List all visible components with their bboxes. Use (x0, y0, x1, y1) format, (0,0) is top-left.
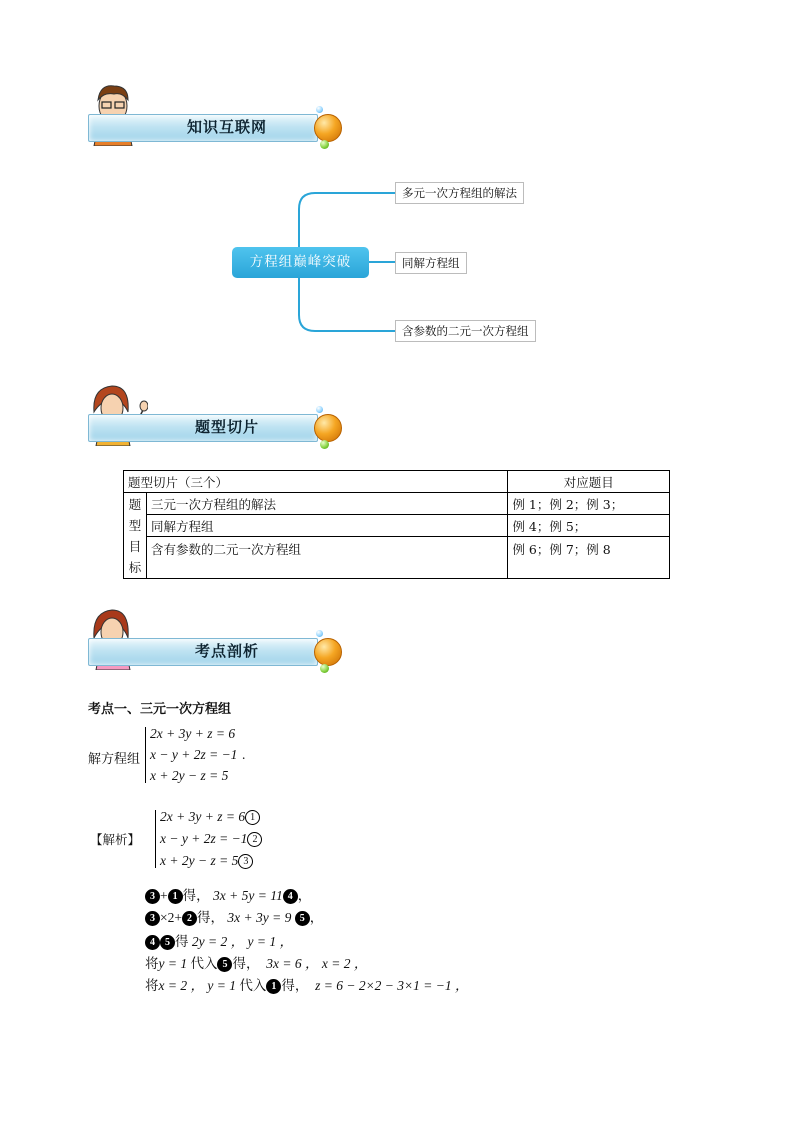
topic-cell: 含有参数的二元一次方程组 (147, 537, 508, 579)
table-row (124, 493, 670, 515)
examples-cell: 例 4；例 5； (508, 515, 670, 537)
circled-number-icon: 4 (145, 935, 160, 950)
globe-icon (314, 638, 342, 666)
mindmap-connectors (0, 0, 794, 360)
equation-numbered: x − y + 2z = −1 2 (160, 831, 262, 847)
equation: x + 2y − z = 5 (150, 768, 229, 783)
table-header-row (124, 471, 670, 493)
green-ball-icon (320, 664, 329, 673)
equation: 2x + 3y + z = 6 (150, 726, 236, 741)
equation-numbered: 2x + 3y + z = 6 1 (160, 809, 260, 825)
circled-number-icon: 4 (283, 889, 298, 904)
problem-prompt: 解方程组 (88, 752, 141, 767)
bubble-icon (316, 630, 323, 637)
circled-number-icon: 5 (295, 911, 310, 926)
table-row (124, 537, 670, 579)
system-brace (155, 810, 156, 868)
examples-cell: 例 6；例 7；例 8 (508, 537, 670, 579)
examples-cell: 例 1；例 2；例 3； (508, 493, 670, 515)
circled-number-icon: 5 (160, 935, 175, 950)
solution-step: 将y = 1 代入 5 得， 3x = 6 ， x = 2 ， (145, 956, 368, 972)
system-brace (145, 727, 146, 783)
solution-step: 3 + 1 得， 3x + 5y = 11 4 ， (145, 884, 311, 904)
solution-step: 将x = 2 ， y = 1 代入 1 得， z = 6 − 2×2 − 3×1 = −1 ， (145, 978, 469, 994)
mindmap-branch-node: 多元一次方程组的解法 (395, 182, 524, 204)
banner-title: 知识互联网 (186, 118, 267, 136)
mindmap-branch-node: 同解方程组 (395, 252, 467, 274)
table-header-cell: 题型切片（三个） (124, 471, 508, 493)
period: . (242, 747, 246, 762)
circled-number-icon: 1 (266, 979, 281, 994)
topic-cell: 同解方程组 (147, 515, 508, 537)
bubble-icon (316, 406, 323, 413)
mindmap-branch-node: 含参数的二元一次方程组 (395, 320, 536, 342)
section-banner-analysis (88, 632, 343, 672)
circled-number-icon: 1 (168, 889, 183, 904)
circled-number-icon: 3 (145, 911, 160, 926)
section-banner-slices (88, 408, 343, 448)
circled-number-icon: 2 (247, 832, 262, 847)
equation: x − y + 2z = −1 (150, 747, 238, 762)
solution-step: 4 5 得 2y = 2 ， y = 1 ， (145, 930, 293, 950)
table-header-cell: 对应题目 (508, 471, 670, 493)
question-type-table (123, 470, 670, 579)
table-row (124, 515, 670, 537)
solution-step: 3 ×2+ 2 得， 3x + 3y = 9 5 ， (145, 906, 323, 926)
banner-title: 题型切片 (194, 418, 259, 436)
point-title: 考点一、三元一次方程组 (88, 702, 232, 717)
circled-number-icon: 3 (145, 889, 160, 904)
circled-number-icon: 2 (182, 911, 197, 926)
circled-number-icon: 1 (245, 810, 260, 825)
equation-numbered: x + 2y − z = 5 3 (160, 853, 253, 869)
banner-title: 考点剖析 (194, 642, 259, 660)
topic-cell: 三元一次方程组的解法 (147, 493, 508, 515)
green-ball-icon (320, 440, 329, 449)
analysis-label: 【解析】 (90, 832, 141, 847)
mindmap-center-node: 方程组巅峰突破 (232, 247, 369, 278)
circled-number-icon: 3 (238, 854, 253, 869)
globe-icon (314, 414, 342, 442)
side-label-cell: 题 型 目 标 (124, 493, 147, 579)
circled-number-icon: 5 (217, 957, 232, 972)
